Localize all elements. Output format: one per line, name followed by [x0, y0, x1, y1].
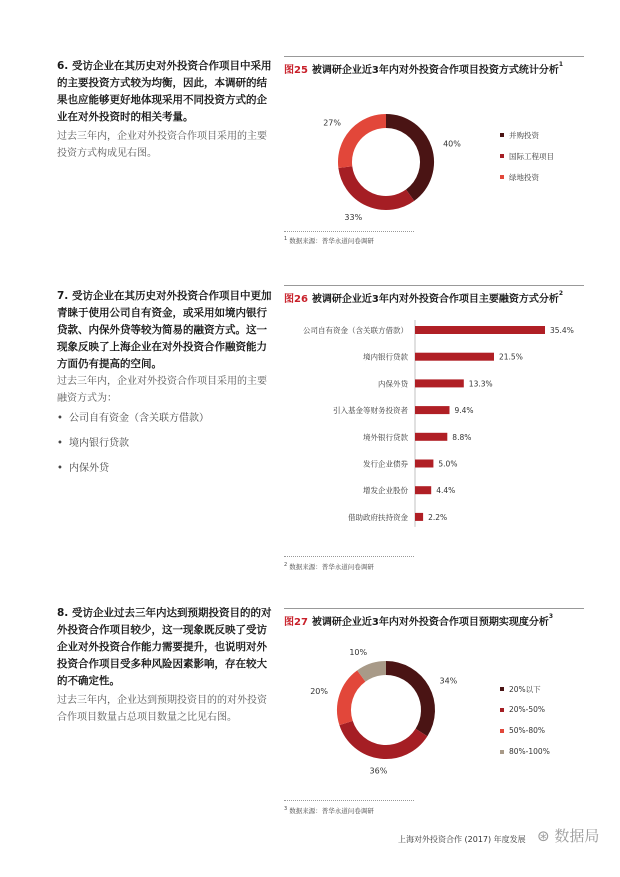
section-6-body: 过去三年内，企业对外投资合作项目采用的主要投资方式构成见右图。 — [57, 131, 267, 159]
category-label: 发行企业债券 — [363, 459, 408, 469]
legend-item: 20%以下 — [500, 684, 550, 705]
bar-value-label: 4.4% — [436, 486, 456, 496]
figure-number: 图26 — [284, 294, 308, 305]
legend-item: 绿地投资 — [500, 172, 554, 193]
section-7-body: 过去三年内，企业对外投资合作项目采用的主要融资方式为： — [57, 376, 267, 404]
legend-item: 并购投资 — [500, 130, 554, 151]
legend-item: 国际工程项目 — [500, 151, 554, 172]
bar-value-label: 8.8% — [452, 432, 472, 442]
figure-26-title — [284, 285, 584, 306]
donut-slice — [345, 121, 386, 167]
slice-label: 40% — [443, 139, 461, 149]
figure-26-source: $^2$ 数据来源：普华永道问卷调研 — [284, 562, 374, 571]
legend-item: 80%-100% — [500, 747, 550, 768]
legend-swatch — [500, 750, 504, 754]
slice-label: 36% — [369, 766, 388, 776]
footnote-mark: 3 — [548, 613, 554, 620]
bullet-item: • 内保外贷 — [57, 463, 109, 474]
figure-25-donut-chart — [323, 118, 461, 223]
bar — [415, 513, 423, 521]
figure-title-text: 被调研企业近3年内对外投资合作项目主要融资方式分析 — [311, 294, 559, 305]
bar-value-label: 35.4% — [550, 326, 574, 335]
section-7-heading: 7. 受访企业在其历史对外投资合作项目中更加青睐于使用公司自有资金，或采用如境内银行贷款、内保外贷等较为简易的融资方式。这一现象反映了上海企业在对外投资合作融资能力方面仍有提高的空间。 — [57, 290, 272, 370]
legend-item: 50%-80% — [500, 726, 550, 747]
slice-label: 10% — [349, 648, 368, 657]
category-label: 内保外贷 — [378, 379, 408, 389]
legend-swatch — [500, 133, 504, 137]
bar — [415, 460, 433, 468]
figure-title-text: 被调研企业近3年内对外投资合作项目投资方式统计分析 — [311, 65, 559, 76]
category-label: 增发企业股份 — [363, 486, 408, 496]
bar-value-label: 13.3% — [468, 379, 493, 389]
bullet-item: • 公司自有资金（含关联方借款） — [57, 413, 209, 424]
slice-label: 34% — [439, 676, 458, 686]
figure-25-source-divider — [284, 231, 414, 232]
donut-slice — [361, 668, 386, 676]
footnote-mark: 1 — [558, 61, 564, 68]
section-6-heading: 6. 受访企业在其历史对外投资合作项目中采用的主要投资方式较为均衡，因此，本调研的结果也应能够更好地体现采用不同投资方式的企业在对外投资时的相关考量。 — [57, 60, 272, 123]
bar-value-label: 5.0% — [438, 459, 458, 469]
figure-25-legend — [500, 130, 554, 193]
legend-swatch — [500, 175, 504, 179]
legend-swatch — [500, 687, 504, 691]
donut-slice — [344, 676, 361, 723]
category-label: 借助政府扶持资金 — [348, 512, 408, 522]
figure-number: 图27 — [284, 617, 308, 628]
donut-slice — [345, 167, 410, 203]
donut-slice — [386, 668, 428, 733]
figure-27-donut-chart — [310, 648, 458, 776]
category-label: 引入基金等财务投资者 — [333, 406, 408, 416]
financing-bullet-list — [57, 412, 209, 487]
legend-swatch — [500, 708, 504, 712]
bar — [415, 433, 447, 441]
legend-swatch — [500, 729, 504, 733]
bar-value-label: 21.5% — [499, 352, 523, 362]
section-8-body: 过去三年内，企业达到预期投资目的的对外投资合作项目数量占总项目数量之比见右图。 — [57, 695, 267, 723]
bar — [415, 353, 494, 361]
bar — [415, 326, 545, 334]
figure-25-source: $^1$ 数据来源：普华永道问卷调研 — [284, 236, 374, 245]
figure-number: 图25 — [284, 65, 308, 76]
legend-swatch — [500, 154, 504, 158]
category-label: 公司自有资金（含关联方借款） — [303, 326, 408, 335]
wechat-icon: ⊛ — [537, 827, 550, 845]
bullet-item: • 境内银行贷款 — [57, 438, 129, 449]
category-label: 境内银行贷款 — [363, 352, 408, 362]
bar — [415, 486, 431, 494]
footnote-mark: 2 — [558, 290, 564, 297]
bar — [415, 379, 464, 387]
section-8-heading: 8. 受访企业过去三年内达到预期投资目的的对外投资合作项目较少，这一现象既反映了受访企业对外投资合作能力需要提升，也说明对外投资合作项目受多种风险因素影响，存在较大的不确定性。 — [57, 607, 272, 687]
legend-item: 20%-50% — [500, 705, 550, 726]
page-footer: 上海对外投资合作 (2017) 年度发展 — [398, 835, 526, 844]
figure-27-source: $^3$ 数据来源：普华永道问卷调研 — [284, 806, 374, 815]
slice-label: 20% — [310, 687, 328, 697]
figure-26-source-divider — [284, 556, 414, 557]
category-label: 境外银行贷款 — [363, 432, 408, 442]
slice-label: 27% — [323, 118, 341, 128]
figure-27-legend — [500, 684, 550, 768]
donut-slice — [386, 121, 427, 195]
figure-27-title — [284, 608, 584, 629]
bar — [415, 406, 450, 414]
figure-title-text: 被调研企业近3年内对外投资合作项目预期实现度分析 — [311, 617, 549, 628]
slice-label: 33% — [344, 213, 363, 223]
figure-25-title — [284, 56, 584, 77]
watermark-logo: ⊛ 数据局 — [537, 827, 600, 845]
bar-value-label: 2.2% — [428, 512, 448, 522]
bar-value-label: 9.4% — [454, 406, 474, 416]
donut-slice — [346, 723, 421, 752]
figure-27-source-divider — [284, 800, 414, 801]
